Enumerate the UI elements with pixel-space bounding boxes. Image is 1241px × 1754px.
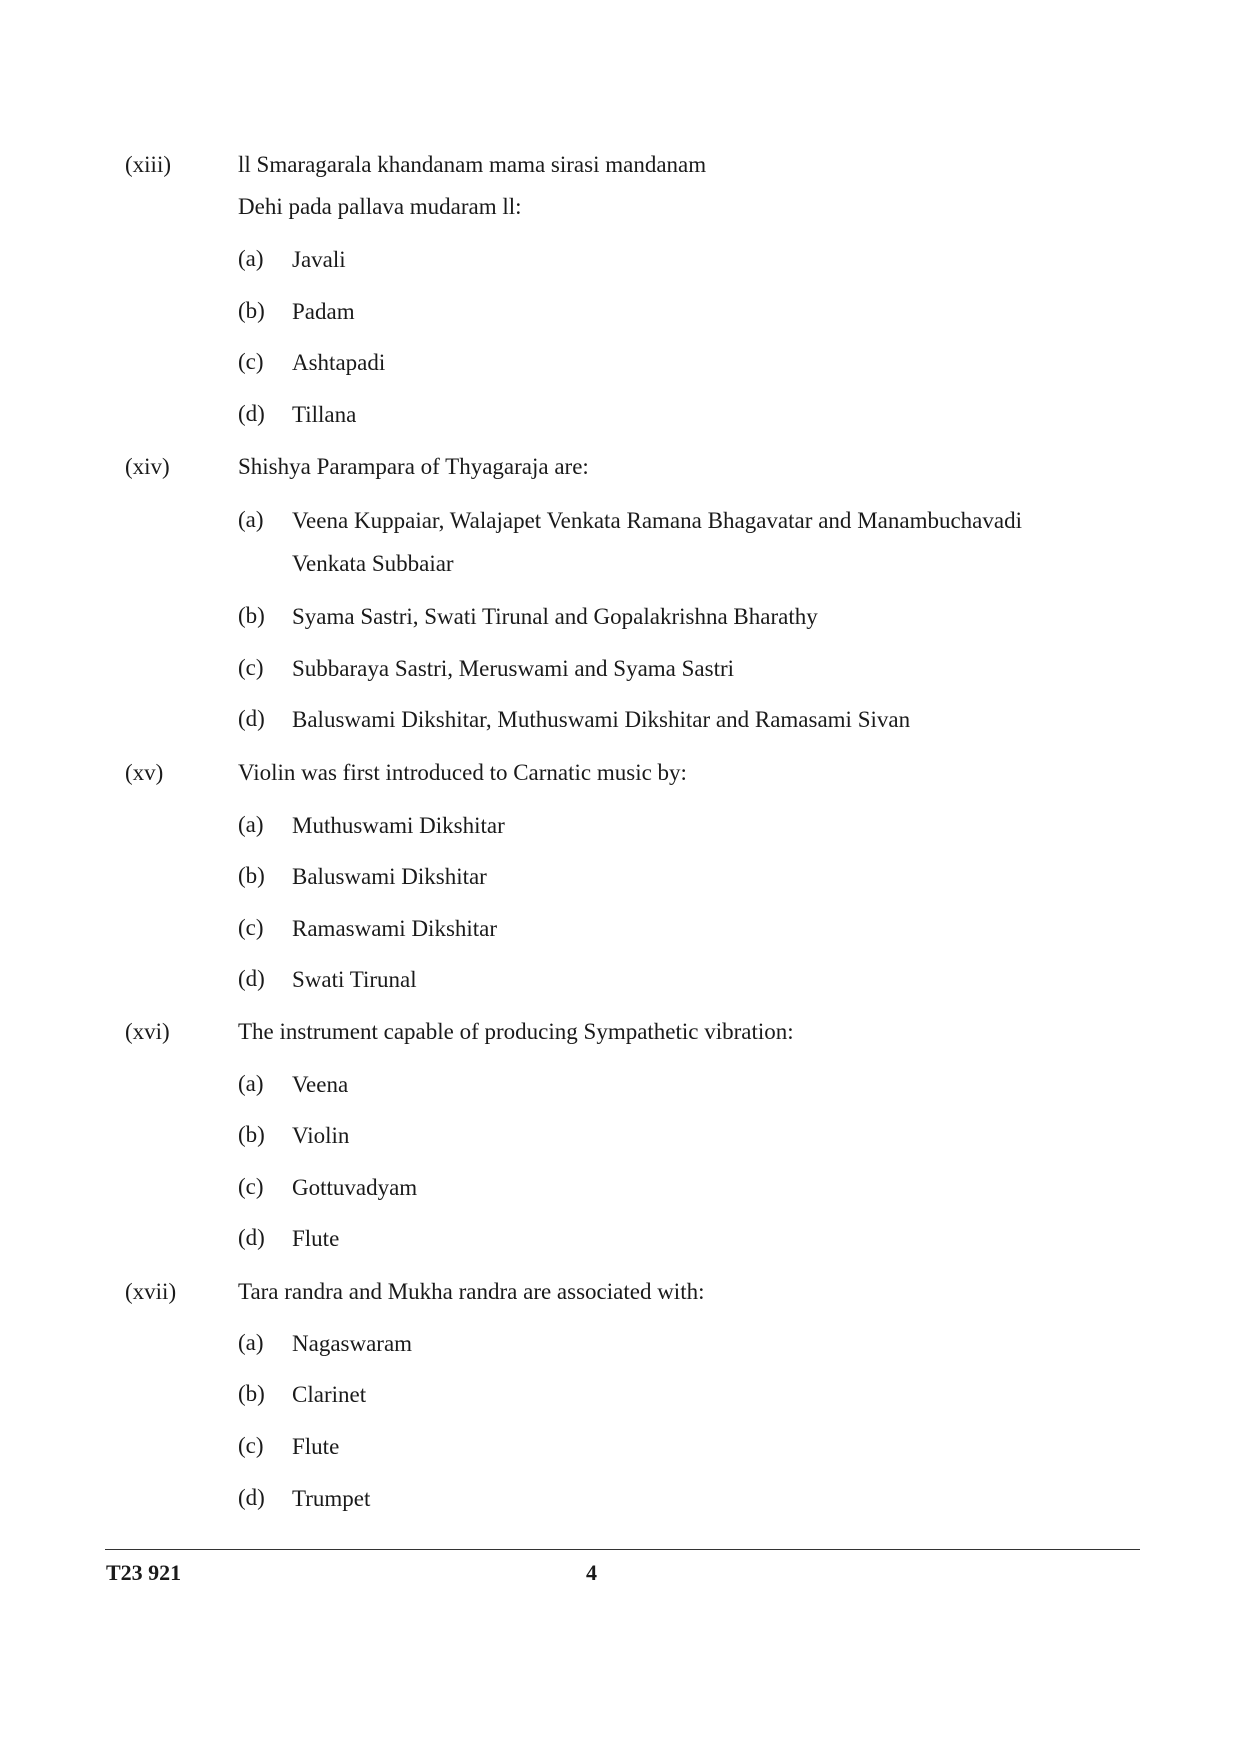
question-text-line1: ll Smaragarala khandanam mama sirasi mandanam [238,152,707,177]
question-text-line1: Tara randra and Mukha randra are associated with: [238,1279,705,1304]
option-label: (b) [238,603,265,628]
option-text: Ramaswami Dikshitar [292,916,498,941]
option-label: (c) [238,1174,264,1199]
option-text: Violin [292,1123,350,1148]
option-text: Tillana [292,402,357,427]
question-text [238,454,1028,480]
option-text: Syama Sastri, Swati Tirunal and Gopalakrishna Bharathy [292,604,818,629]
question-number: (xv) [125,760,164,785]
question-number: (xvii) [125,1279,177,1304]
option-label: (b) [238,1381,265,1406]
page-number: 4 [586,1560,597,1585]
question-number: (xiii) [125,152,171,177]
option-label: (b) [238,298,265,323]
option-text: Baluswami Dikshitar [292,864,487,889]
option-text: Nagaswaram [292,1331,413,1356]
option-label: (c) [238,349,264,374]
option-text: Ashtapadi [292,350,386,375]
option-label: (c) [238,915,264,940]
option-text: Swati Tirunal [292,967,417,992]
option-text: Baluswami Dikshitar, Muthuswami Dikshitar and Ramasami Sivan [292,707,911,732]
option-text: Padam [292,299,355,324]
option-text: Gottuvadyam [292,1175,418,1200]
question-text [238,152,1028,219]
question-text [238,760,1028,786]
paper-code: T23 921 [106,1560,182,1585]
question-text-line2: Dehi pada pallava mudaram ll: [238,194,522,219]
option-text: Javali [292,247,346,272]
option-label: (a) [238,1330,264,1355]
question-text-line1: The instrument capable of producing Sympathetic vibration: [238,1019,794,1044]
option-label: (d) [238,1225,265,1250]
option-text: Veena [292,1072,349,1097]
option-text: Flute [292,1434,340,1459]
option-label: (b) [238,863,265,888]
question-text [238,1019,1028,1045]
option-label: (a) [238,1071,264,1096]
question-text [238,1279,1028,1305]
question-text-line1: Shishya Parampara of Thyagaraja are: [238,454,589,479]
option-label: (d) [238,1485,265,1510]
option-label: (b) [238,1122,265,1147]
option-label: (d) [238,401,265,426]
option-label: (c) [238,655,264,680]
question-number: (xiv) [125,454,170,479]
footer-divider [105,1549,1140,1550]
option-text: Muthuswami Dikshitar [292,813,505,838]
option-text: Flute [292,1226,340,1251]
option-label: (c) [238,1433,264,1458]
option-text: Subbaraya Sastri, Meruswami and Syama Sastri [292,656,735,681]
option-label: (d) [238,706,265,731]
option-text: Trumpet [292,1486,371,1511]
option-text: Veena Kuppaiar, Walajapet Venkata Ramana Bhagavatar and Manambuchavadi Venkata Subbaiar [292,508,1022,576]
option-text: Clarinet [292,1382,367,1407]
option-label: (a) [238,507,264,532]
question-number: (xvi) [125,1019,170,1044]
question-text-line1: Violin was first introduced to Carnatic music by: [238,760,687,785]
option-label: (d) [238,966,265,991]
option-label: (a) [238,246,264,271]
option-label: (a) [238,812,264,837]
